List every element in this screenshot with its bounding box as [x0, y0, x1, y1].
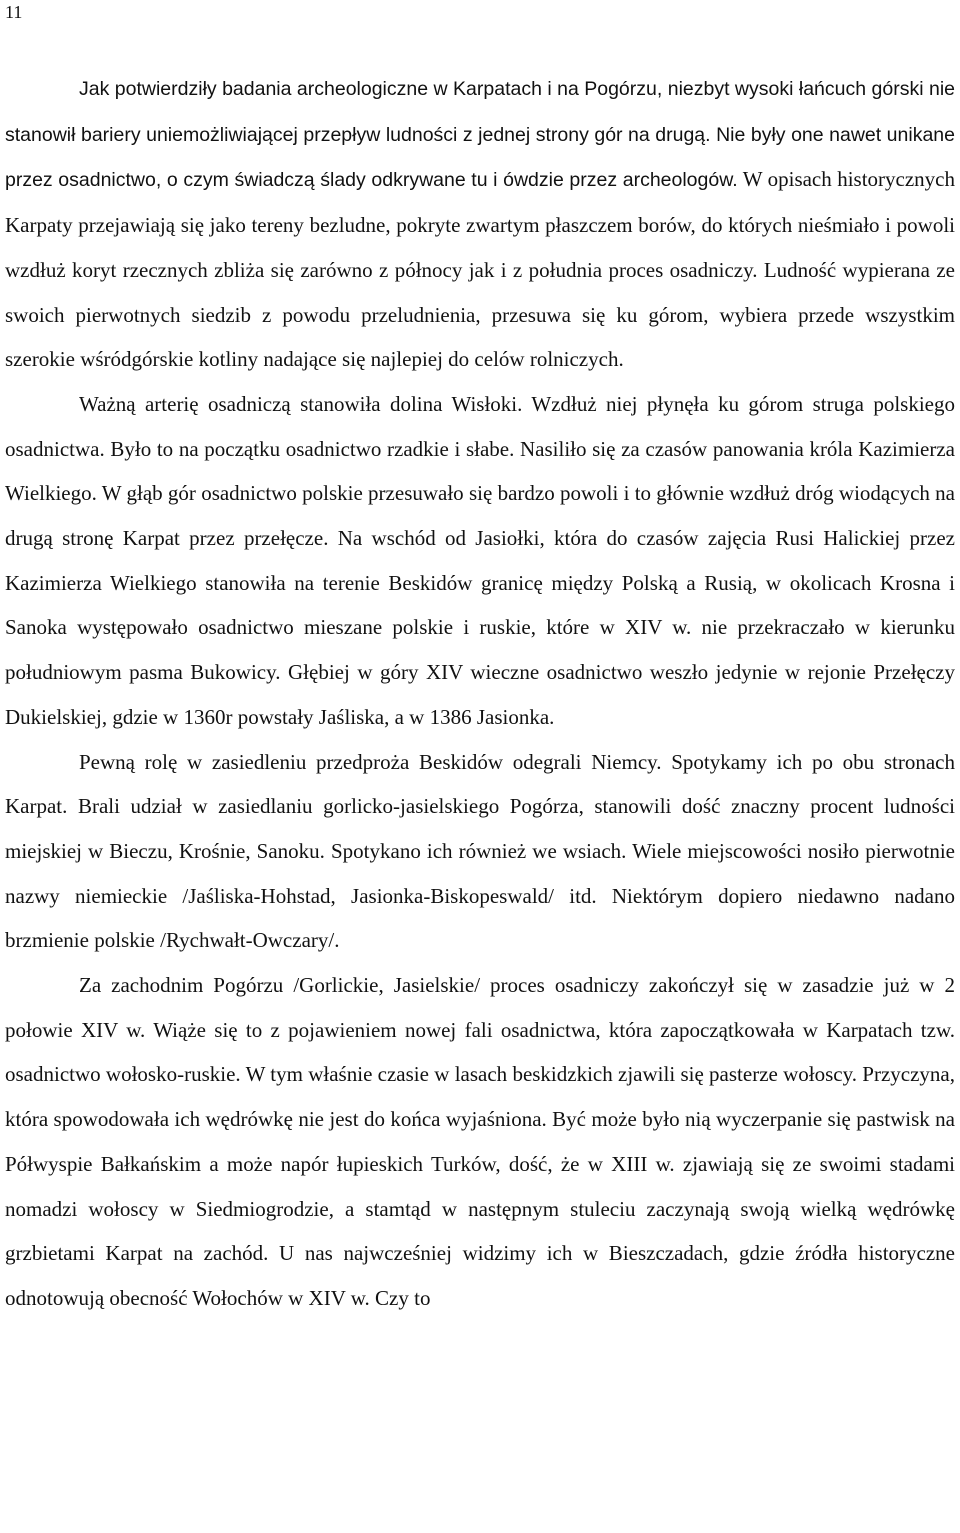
paragraph-1: [5, 66, 955, 382]
paragraph-4-text: Za zachodnim Pogórzu /Gorlickie, Jasielskie/ proces osadniczy zakończył się w zasadzie już w 2 połowie XIV w. Wiąże się to z pojawieniem nowej fali osadnictwa, która zapoczątkowała w Karpatach tzw. osadnictwo wołosko-ruskie. W tym właśnie czasie w lasach beskidzkich zjawili się pasterze wołoscy. Przyczyna, która spowodowała ich wędrówkę nie jest do końca wyjaśniona. Być może było nią wyczerpanie się pastwisk na Półwyspie Bałkańskim a może napór łupieskich Turków, dość, że w XIII w. zjawiają się ze swoimi stadami nomadzi wołoscy w Siedmiogrodzie, a stamtąd w następnym stuleciu zaczynają swoją wielką wędrówkę grzbietami Karpat na zachód. U nas najwcześniej widzimy ich w Bieszczadach, gdzie źródła historyczne odnotowują obecność Wołochów w XIV w. Czy to: [5, 973, 955, 1310]
paragraph-2-text: Ważną arterię osadniczą stanowiła dolina Wisłoki. Wzdłuż niej płynęła ku górom struga polskiego osadnictwa. Było to na początku osadnictwo rzadkie i słabe. Nasiliło się za czasów panowania króla Kazimierza Wielkiego. W głąb gór osadnictwo polskie przesuwało się bardzo powoli i to głównie wzdłuż dróg wiodących na drugą stronę Karpat przez przełęcze. Na wschód od Jasiołki, która do czasów zajęcia Rusi Halickiej przez Kazimierza Wielkiego stanowiła na terenie Beskidów granicę między Polską a Rusią, w okolicach Krosna i Sanoka występowało osadnictwo mieszane polskie i ruskie, które w XIV w. nie przekraczało w kierunku południowym pasma Bukowicy. Głębiej w góry XIV wieczne osadnictwo weszło jedynie w rejonie Przełęczy Dukielskiej, gdzie w 1360r powstały Jaśliska, a w 1386 Jasionka.: [5, 391, 955, 729]
page-number: 11: [5, 2, 23, 22]
paragraph-4: [5, 963, 955, 1321]
paragraph-2: [5, 382, 955, 740]
document-body: [5, 66, 955, 1321]
paragraph-1-lead: Jak potwierdziły badania archeologiczne w Karpatach i na Pogórzu, niezbyt wysoki łańcuch górski nie stanowił bariery uniemożliwiającej przepływ ludności z jednej strony gór na drugą. Nie były one nawet unikane przez osadnictwo, o czym świadczą ślady odkrywane tu i ówdzie przez archeologów.: [5, 78, 955, 192]
paragraph-1-text: W opisach historycznych Karpaty przejawiają się jako tereny bezludne, pokryte zwartym płaszczem borów, do których nieśmiało i powoli wzdłuż koryt rzecznych zbliża się zarówno z północy jak i z południa proces osadniczy. Ludność wypierana ze swoich pierwotnych siedzib z powodu przeludnienia, przesuwa się ku górom, wybiera przede wszystkim szerokie wśródgórskie kotliny nadające się najlepiej do celów rolniczych.: [5, 167, 955, 372]
paragraph-3-text: Pewną rolę w zasiedleniu przedproża Beskidów odegrali Niemcy. Spotykamy ich po obu stronach Karpat. Brali udział w zasiedlaniu gorlicko-jasielskiego Pogórza, stanowili dość znaczny procent ludności miejskiej w Bieczu, Krośnie, Sanoku. Spotykano ich również we wsiach. Wiele miejscowości nosiło pierwotnie nazwy niemieckie /Jaśliska-Hohstad, Jasionka-Biskopeswald/ itd. Niektórym dopiero niedawno nadano brzmienie polskie /Rychwałt-Owczary/.: [5, 749, 955, 953]
paragraph-3: [5, 740, 955, 964]
